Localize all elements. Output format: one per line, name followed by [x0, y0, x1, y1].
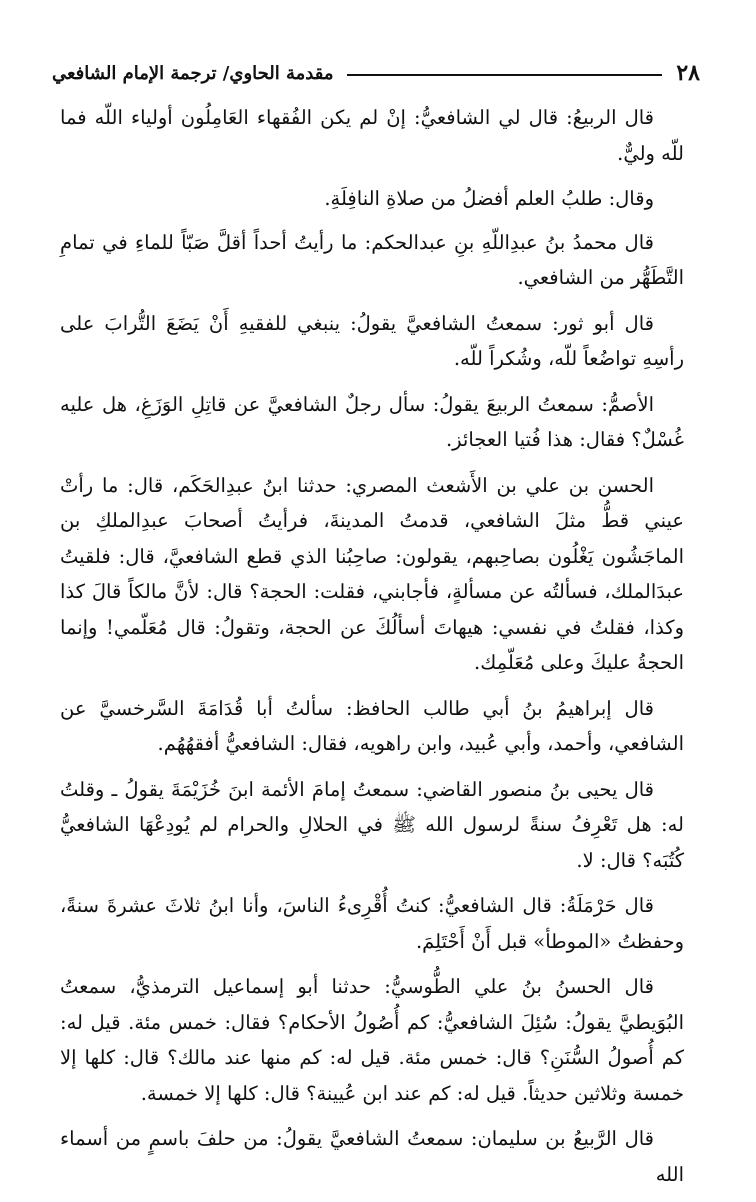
page-body [60, 100, 684, 1202]
paragraph-seeking-knowledge: وقال: طلبُ العلم أفضلُ من صلاةِ النافِلَةِ. [324, 187, 654, 210]
paragraph-hasan-ashath: الحسن بن علي بن الأَشعث المصري: حدثنا ابنُ عبدِالحَكَم، قال: ما رأتْ عيني قطُّ مثلَ الشافعي، قدمتُ المدينةَ، فرأيتُ أصحابَ عبدِالملكِ بن الماجَشُون يَغْلُون بصاحِبهم، يقولون: صاحِبُنا الذي قطع الشافعيَّ، قال: فلقيتُ عبدَالملك، فسألتُه عن مسألةٍ، فأجابني، فقلت: الحجة؟ قال: لأنَّ مالكاً قالَ كذا وكذا، فقلتُ في نفسي: هيهاتَ أسألُكَ عن الحجة، وتقولُ: قال مُعَلّمي! وإنما الحجةُ عليكَ وعلى مُعَلّمِك. [60, 473, 684, 674]
paragraph-ibrahim-abu-talib: قال إبراهيمُ بنُ أبي طالب الحافظ: سألتُ أبا قُدَامَةَ السَّرخسيَّ عن الشافعي، وأحمد، وأبي عُبيد، وابن راهويه، فقال: الشافعيُّ أفقهُهُم. [60, 696, 684, 755]
paragraph-rabi-sulayman: قال الرَّبيعُ بن سليمان: سمعتُ الشافعيَّ يقولُ: من حلفَ باسمٍ من أسماء الله [60, 1127, 684, 1186]
paragraph-abu-thawr: قال أبو ثور: سمعتُ الشافعيَّ يقولُ: ينبغي للفقيهِ أَنْ يَضَعَ التُّرابَ على رأسِهِ تواضُعاً للّه، وشُكراً للّه. [60, 311, 684, 370]
page-number: ٢٨ [676, 60, 700, 86]
header-rule [347, 74, 662, 76]
paragraph-harmala: قال حَرْمَلَةُ: قال الشافعيُّ: كنتُ أُقْرِىءُ الناسَ، وأنا ابنُ ثلاثَ عشرةَ سنةً، وحفظتُ «الموطأ» قبل أَنْ أَحْتَلِمَ. [60, 894, 684, 953]
paragraph-rabi-saying: قال الربيعُ: قال لي الشافعيُّ: إنْ لم يكن الفُقهاء العَامِلُون أولياء اللّه فما للّه وليٌّ. [60, 106, 684, 165]
paragraph-hasan-tusi: قال الحسنُ بنُ علي الطُّوسيُّ: حدثنا أبو إسماعيل الترمذيُّ، سمعتُ البُوَيطيَّ يقولُ: سُئِلَ الشافعيُّ: كم أُصُولُ الأحكام؟ فقال: خمس مئة. قيل له: كم أُصولُ السُّنَنِ؟ قال: خمس مئة. قيل له: كم منها عند مالك؟ قال: كلها إلا خمسة وثلاثين حديثاً. قيل له: كم عند ابن عُيينة؟ قال: كلها إلا خمسة. [60, 975, 684, 1105]
running-title: مقدمة الحاوي/ ترجمة الإمام الشافعي [52, 62, 334, 84]
paragraph-yahya-mansur: قال يحيى بنُ منصور القاضي: سمعتُ إمامَ الأئمة ابنَ خُزَيْمَةَ يقولُ ـ وقلتُ له: هل تَعْرِفُ سنةً لرسول الله ﷺ في الحلالِ والحرام لم يُودِعْهَا الشافعيُّ كُتُبَه؟ قال: لا. [60, 777, 684, 872]
paragraph-ibn-abdulhakam-water: قال محمدُ بنُ عبدِاللّهِ بنِ عبدالحكم: ما رأيتُ أحداً أقلَّ صَبّاً للماءِ في تمامِ التَّطَهُّر من الشافعي. [60, 230, 684, 289]
page-header [52, 56, 700, 90]
paragraph-asamm-gecko: الأصمُّ: سمعتُ الربيعَ يقولُ: سأل رجلٌ الشافعيَّ عن قاتِلِ الوَزَغِ، هل عليه غُسْلٌ؟ فقال: هذا فُتيا العجائز. [60, 392, 684, 451]
